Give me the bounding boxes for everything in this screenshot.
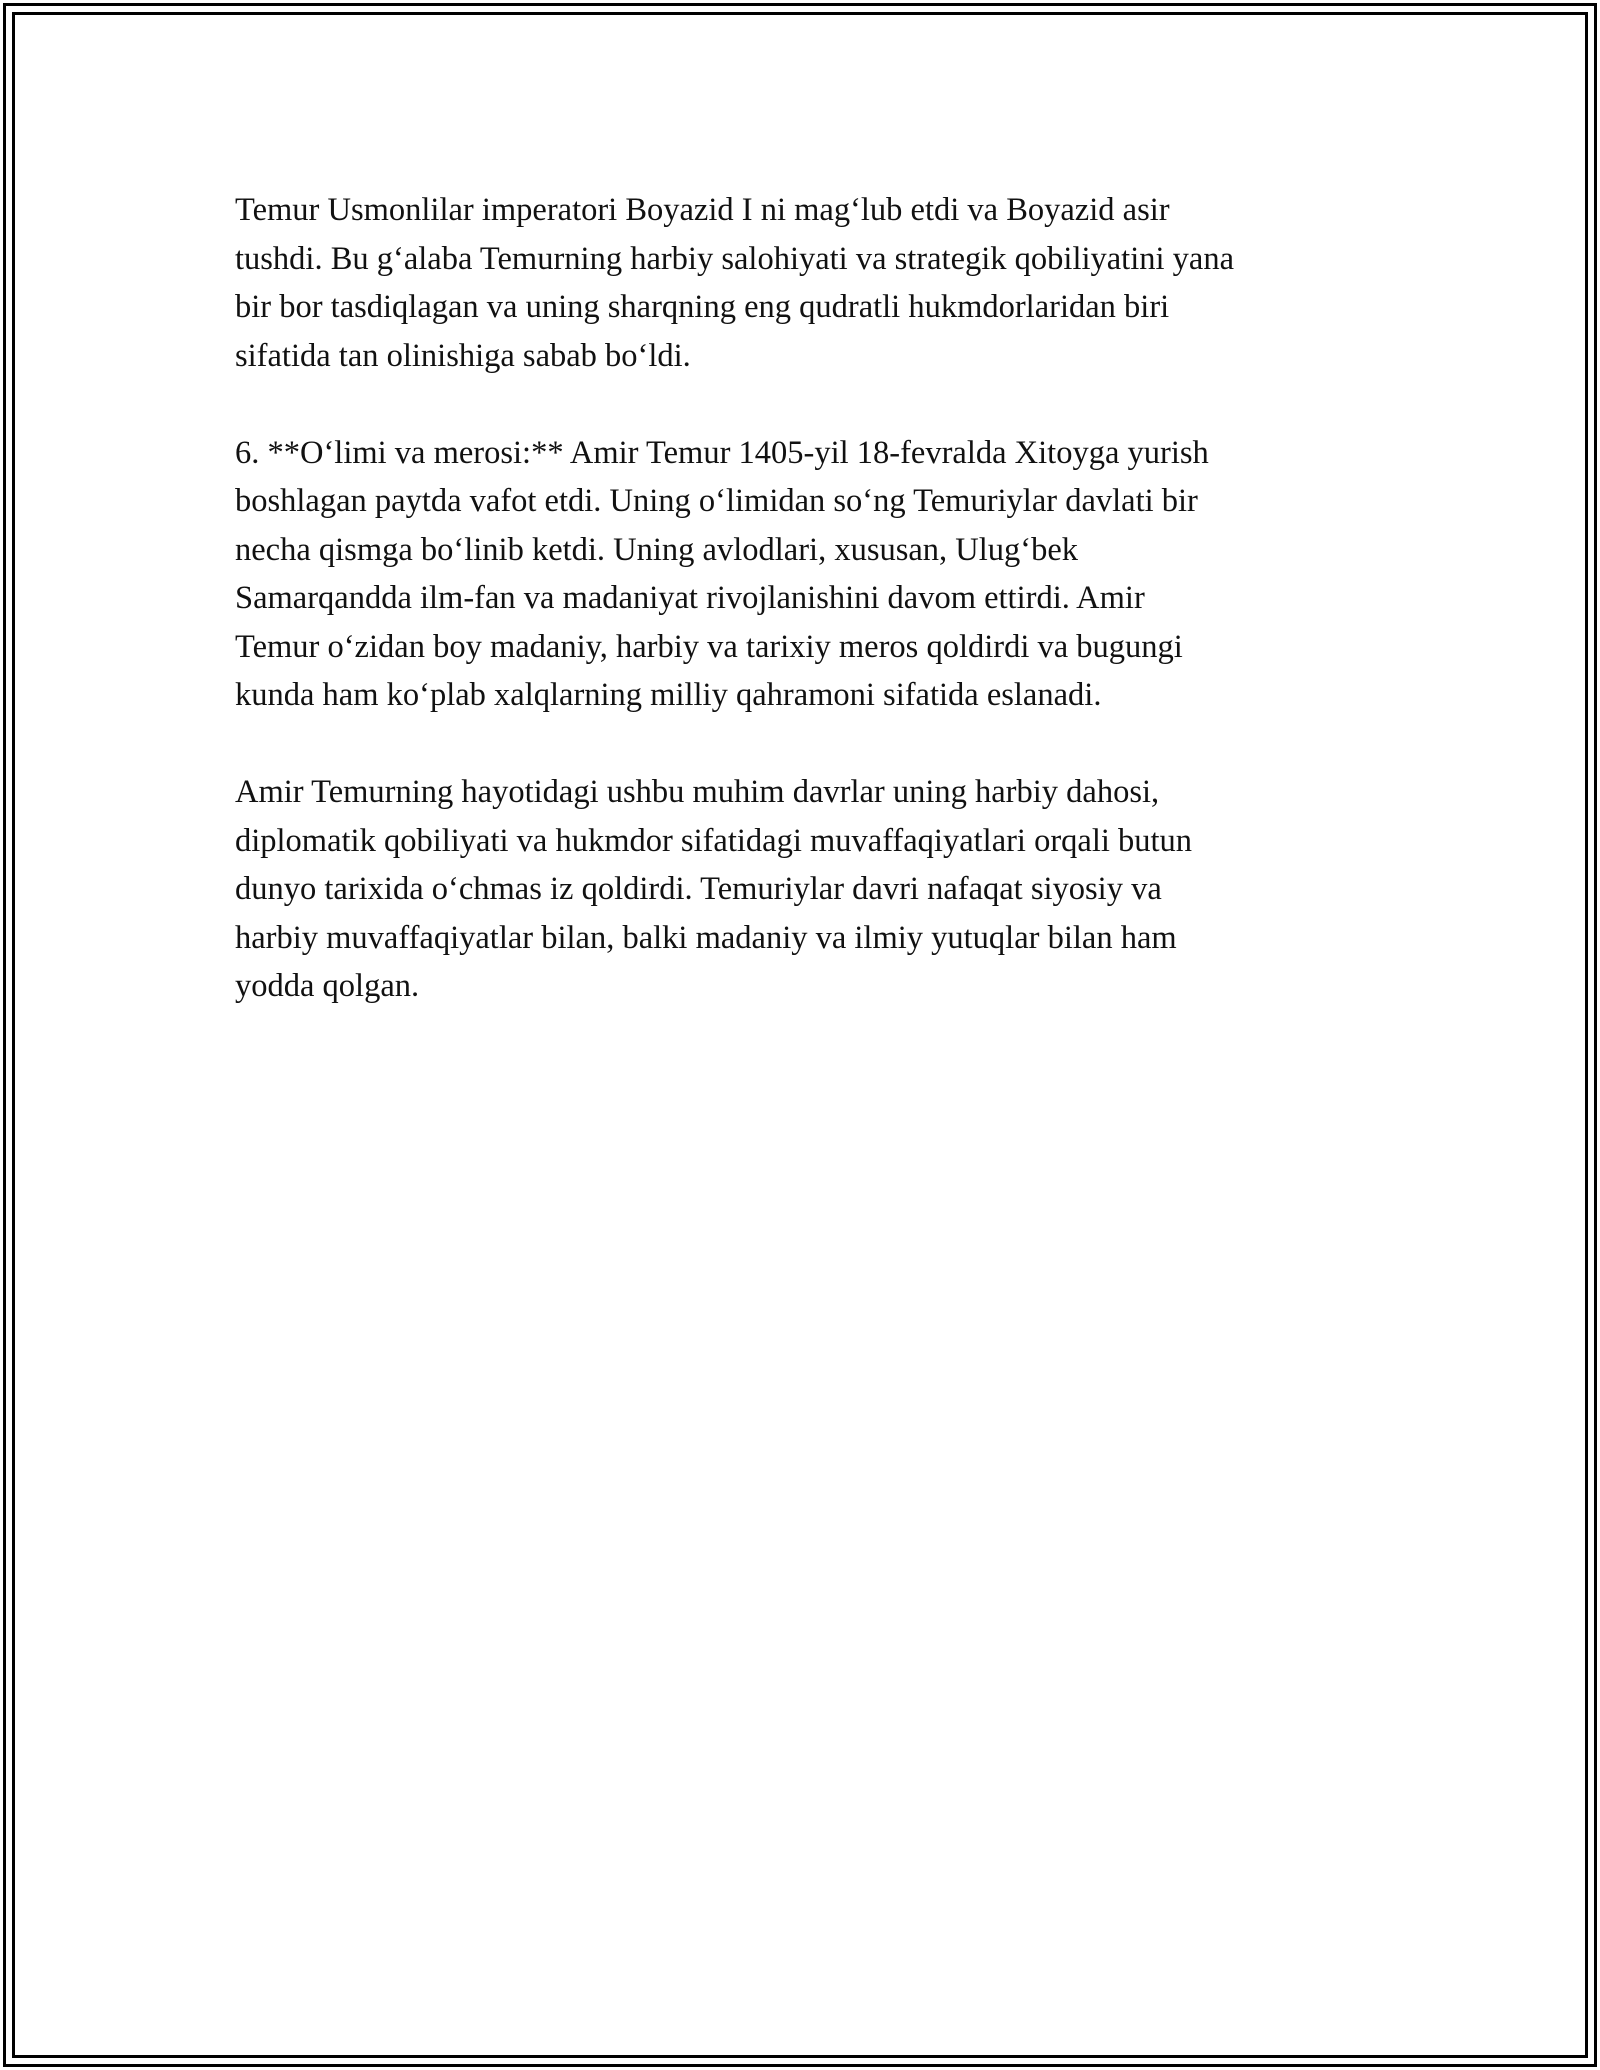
document-body — [235, 186, 1395, 1059]
paragraph-3: Amir Temurning hayotidagi ushbu muhim davrlar uning harbiy dahosi, diplomatik qobiliyati va hukmdor sifatidagi muvaffaqiyatlari orqali butun dunyo tarixida o‘chmas iz qoldirdi. Temuriylar davri nafaqat siyosiy va harbiy muvaffaqiyatlar bilan, balki madaniy va ilmiy yutuqlar bilan ham yodda qolgan. — [235, 774, 1193, 1004]
paragraph-2: 6. **O‘limi va merosi:** Amir Temur 1405-yil 18-fevralda Xitoyga yurish boshlagan paytda vafot etdi. Uning o‘limidan so‘ng Temuriylar davlati bir necha qismga bo‘linib ketdi. Uning avlodlari, xususan, Ulug‘bek Samarqandda ilm-fan va madaniyat rivojlanishini davom ettirdi. Amir Temur o‘zidan boy madaniy, harbiy va tarixiy meros qoldirdi va bugungi kunda ham ko‘plab xalqlarning milliy qahramoni sifatida eslanadi. — [235, 434, 1209, 713]
paragraph-1: Temur Usmonlilar imperatori Boyazid I ni mag‘lub etdi va Boyazid asir tushdi. Bu g‘alaba Temurning harbiy salohiyati va strategik qobiliyatini yana bir bor tasdiqlagan va uning sharqning eng qudratli hukmdorlaridan biri sifatida tan olinishiga sabab bo‘ldi. — [235, 192, 1234, 374]
